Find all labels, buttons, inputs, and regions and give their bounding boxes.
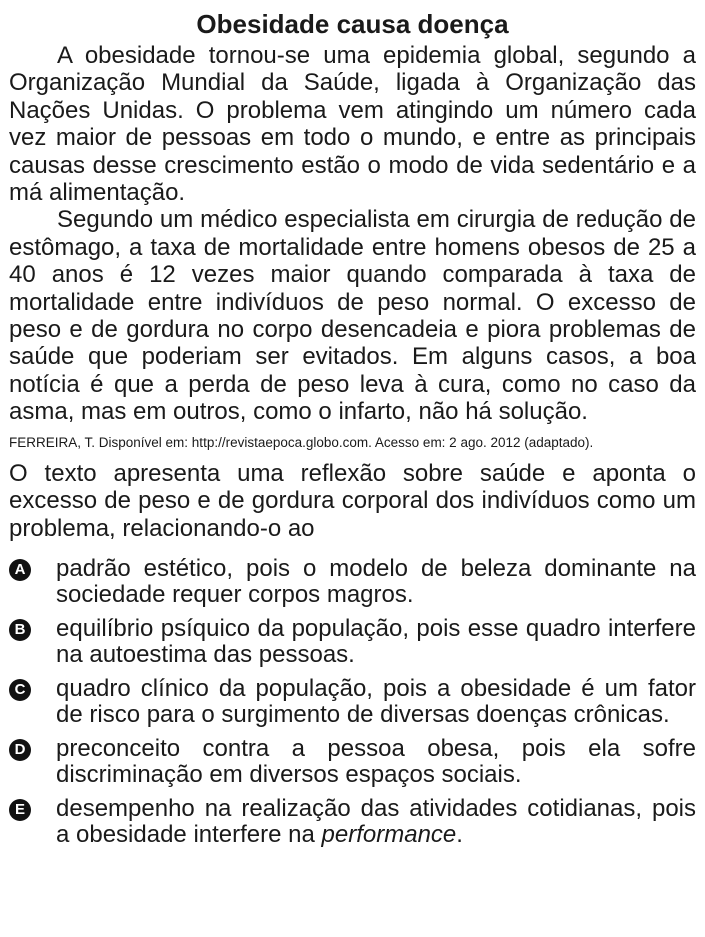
- option-a[interactable]: [9, 556, 696, 608]
- option-e[interactable]: [9, 796, 696, 848]
- option-e-text-main: desempenho na realização das atividades cotidianas, pois a obesidade interfere na: [56, 794, 696, 848]
- article-title: Obesidade causa doença: [196, 9, 509, 39]
- option-d-text: preconceito contra a pessoa obesa, pois ela sofre discriminação em diversos espaços sociais.: [56, 734, 696, 788]
- option-d-letter-badge: D: [9, 739, 31, 761]
- option-a-letter-badge: A: [9, 559, 31, 581]
- option-e-text: [56, 796, 696, 848]
- option-e-text-end: .: [456, 820, 463, 848]
- answer-options: [9, 556, 696, 848]
- option-a-text: padrão estético, pois o modelo de beleza dominante na sociedade requer corpos magros.: [56, 554, 696, 608]
- article-paragraph-1: A obesidade tornou-se uma epidemia global, segundo a Organização Mundial da Saúde, ligada à Organização das Nações Unidas. O problema vem atingindo um número cada vez maior de pessoas em todo o mundo, e entre as principais causas desse crescimento estão o modo de vida sedentário e a má alimentação.: [9, 42, 696, 207]
- option-d[interactable]: [9, 736, 696, 788]
- article-source-citation: FERREIRA, T. Disponível em: http://revistaepoca.globo.com. Acesso em: 2 ago. 2012 (adaptado).: [9, 434, 594, 450]
- option-c-letter-badge: C: [9, 679, 31, 701]
- question-stem: O texto apresenta uma reflexão sobre saúde e aponta o excesso de peso e de gordura corporal dos indivíduos como um problema, relacionando-o ao: [9, 459, 696, 542]
- option-c-text: quadro clínico da população, pois a obesidade é um fator de risco para o surgimento de diversas doenças crônicas.: [56, 674, 696, 728]
- option-b-text: equilíbrio psíquico da população, pois esse quadro interfere na autoestima das pessoas.: [56, 614, 696, 668]
- option-e-letter-badge: E: [9, 799, 31, 821]
- option-e-text-italic: performance: [321, 820, 457, 848]
- option-c[interactable]: [9, 676, 696, 728]
- article-paragraph-2: Segundo um médico especialista em cirurgia de redução de estômago, a taxa de mortalidade entre homens obesos de 25 a 40 anos é 12 vezes maior quando comparada à taxa de mortalidade entre indivíduos de peso normal. O excesso de peso e de gordura no corpo desencadeia e piora problemas de saúde que poderiam ser evitados. Em alguns casos, a boa notícia é que a perda de peso leva à cura, como no caso da asma, mas em outros, como o infarto, não há solução.: [9, 206, 696, 426]
- option-b[interactable]: [9, 616, 696, 668]
- option-b-letter-badge: B: [9, 619, 31, 641]
